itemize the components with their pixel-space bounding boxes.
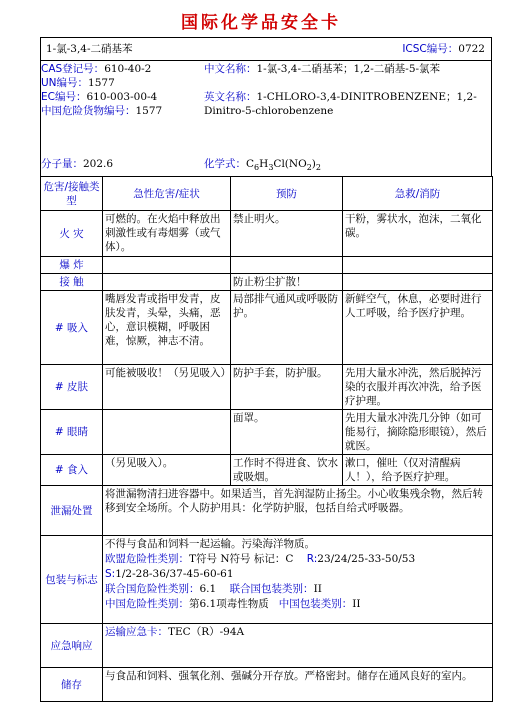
- packaging-line: 不得与食品和饲料一起运输。污染海洋物质。: [105, 538, 315, 550]
- formula-value: $C_6H_3Cl(NO_2)_2$: [246, 158, 321, 173]
- icsc-label: ICSC编号：: [402, 43, 459, 55]
- cn-danger-value: 1577: [135, 105, 163, 117]
- emergency-row: [41, 624, 493, 668]
- en-name-value: 1-CHLORO-3,4-DINITROBENZENE；1,2-Dinitro-5-chlorobenzene: [204, 91, 477, 117]
- row-hazard: 嘴唇发青或指甲发青，皮肤发青，头晕，头痛，恶心，意识模糊，呼吸困难，惊厥，神志不清。: [103, 291, 231, 365]
- mw-value: 202.6: [83, 158, 114, 170]
- hazard-table: [40, 176, 493, 702]
- header-row: [41, 177, 493, 211]
- row-prevention: 工作时不得进食、饮水或吸烟。: [231, 455, 343, 486]
- row-first-aid: [343, 274, 493, 291]
- header-hazard: 急性危害/症状: [103, 177, 231, 211]
- cn-name-value: 1-氯-3,4-二硝基苯；1,2-二硝基-5-氯苯: [256, 63, 441, 75]
- cn-name-row: [204, 62, 490, 76]
- table-row: [41, 257, 493, 274]
- row-first-aid: 干粉，雾状水，泡沫，二氧化碳。: [343, 211, 493, 257]
- formula-label: 化学式：: [204, 158, 246, 170]
- table-row: [41, 455, 493, 486]
- row-type: # 食入: [41, 455, 103, 486]
- emergency-label: 应急响应: [41, 624, 103, 668]
- table-row: [41, 410, 493, 455]
- en-name-label: 英文名称：: [204, 91, 257, 103]
- packaging-row: [41, 536, 493, 624]
- un-row: [41, 76, 201, 90]
- row-type: 爆 炸: [41, 257, 103, 274]
- row-type: # 眼睛: [41, 410, 103, 455]
- row-type: # 皮肤: [41, 365, 103, 410]
- cas-row: [41, 62, 201, 76]
- cn-class-row: 中国危险性类别：第6.1项毒性物质 中国包装类别：II: [105, 598, 361, 610]
- emergency-content: 运输应急卡：TEC（R）-94A: [103, 624, 493, 668]
- identifiers-block: [40, 60, 492, 177]
- table-row: [41, 274, 493, 291]
- row-prevention: [231, 257, 343, 274]
- row-hazard: 可燃的。在火焰中释放出刺激性或有毒烟雾（或气体）。: [103, 211, 231, 257]
- icsc-value: 0722: [458, 43, 485, 55]
- packaging-label: 包装与标志: [41, 536, 103, 624]
- spill-row: [41, 486, 493, 536]
- name-row: [40, 37, 492, 61]
- row-prevention: 防护手套，防护服。: [231, 365, 343, 410]
- mw-label: 分子量：: [41, 158, 83, 170]
- cn-danger-row: [41, 104, 201, 118]
- spill-text: 将泄漏物清扫进容器中。如果适当，首先润湿防止扬尘。小心收集残余物，然后转移到安全场所。个人防护用具：化学防护服，包括自给式呼吸器。: [103, 486, 493, 536]
- chemical-name: 1-氯-3,4-二硝基苯: [46, 43, 133, 55]
- row-type: # 吸入: [41, 291, 103, 365]
- row-first-aid: 新鲜空气，休息，必要时进行人工呼吸，给予医疗护理。: [343, 291, 493, 365]
- cas-value: 610-40-2: [104, 63, 152, 75]
- packaging-content: [103, 536, 493, 624]
- table-row: [41, 365, 493, 410]
- table-row: [41, 291, 493, 365]
- icsc-number: [402, 42, 485, 56]
- formula-row: [204, 157, 321, 175]
- row-first-aid: 漱口，催吐（仅对清醒病人！），给予医疗护理。: [343, 455, 493, 486]
- row-first-aid: 先用大量水冲洗，然后脱掉污染的衣服并再次冲洗，给予医疗护理。: [343, 365, 493, 410]
- row-hazard: [103, 274, 231, 291]
- s-phrase-row: S:1/2-28-36/37-45-60-61: [105, 568, 234, 580]
- ec-label: EC编号：: [41, 91, 87, 103]
- ec-value: 610-003-00-4: [86, 91, 158, 103]
- un-value: 1577: [88, 77, 115, 89]
- eu-class-row: 欧盟危险性类别：T符号 N符号 标记：C R:23/24/25-33-50/53: [105, 553, 416, 565]
- row-prevention: 防止粉尘扩散！: [231, 274, 343, 291]
- storage-text: 与食品和饲料、强氧化剂、强碱分开存放。严格密封。储存在通风良好的室内。: [103, 668, 493, 702]
- un-class-row: 联合国危险性类别：6.1 联合国包装类别：II: [105, 583, 322, 595]
- card-title: 国际化学品安全卡: [181, 13, 341, 33]
- storage-label: 储存: [41, 668, 103, 702]
- cn-name-label: 中文名称：: [204, 63, 257, 75]
- un-label: UN编号：: [41, 77, 89, 89]
- header-type: 危害/接触类型: [41, 177, 103, 211]
- row-hazard: 可能被吸收！（另见吸入）: [103, 365, 231, 410]
- row-type: 火 灾: [41, 211, 103, 257]
- spill-label: 泄漏处置: [41, 486, 103, 536]
- header-prevention: 预防: [231, 177, 343, 211]
- row-hazard: （另见吸入）。: [103, 455, 231, 486]
- en-name-row: [204, 90, 490, 118]
- row-hazard: [103, 257, 231, 274]
- ec-row: [41, 90, 201, 104]
- cn-danger-label: 中国危险货物编号：: [41, 105, 136, 117]
- cas-label: CAS登记号：: [41, 63, 105, 75]
- row-prevention: 局部排气通风或呼吸防护。: [231, 291, 343, 365]
- row-first-aid: 先用大量水冲洗几分钟（如可能易行，摘除隐形眼镜），然后就医。: [343, 410, 493, 455]
- row-type: 接 触: [41, 274, 103, 291]
- header-first-aid: 急救/消防: [343, 177, 493, 211]
- row-prevention: 禁止明火。: [231, 211, 343, 257]
- row-hazard: [103, 410, 231, 455]
- table-row: [41, 211, 493, 257]
- storage-row: [41, 668, 493, 702]
- row-first-aid: [343, 257, 493, 274]
- row-prevention: 面罩。: [231, 410, 343, 455]
- mw-row: [41, 157, 113, 171]
